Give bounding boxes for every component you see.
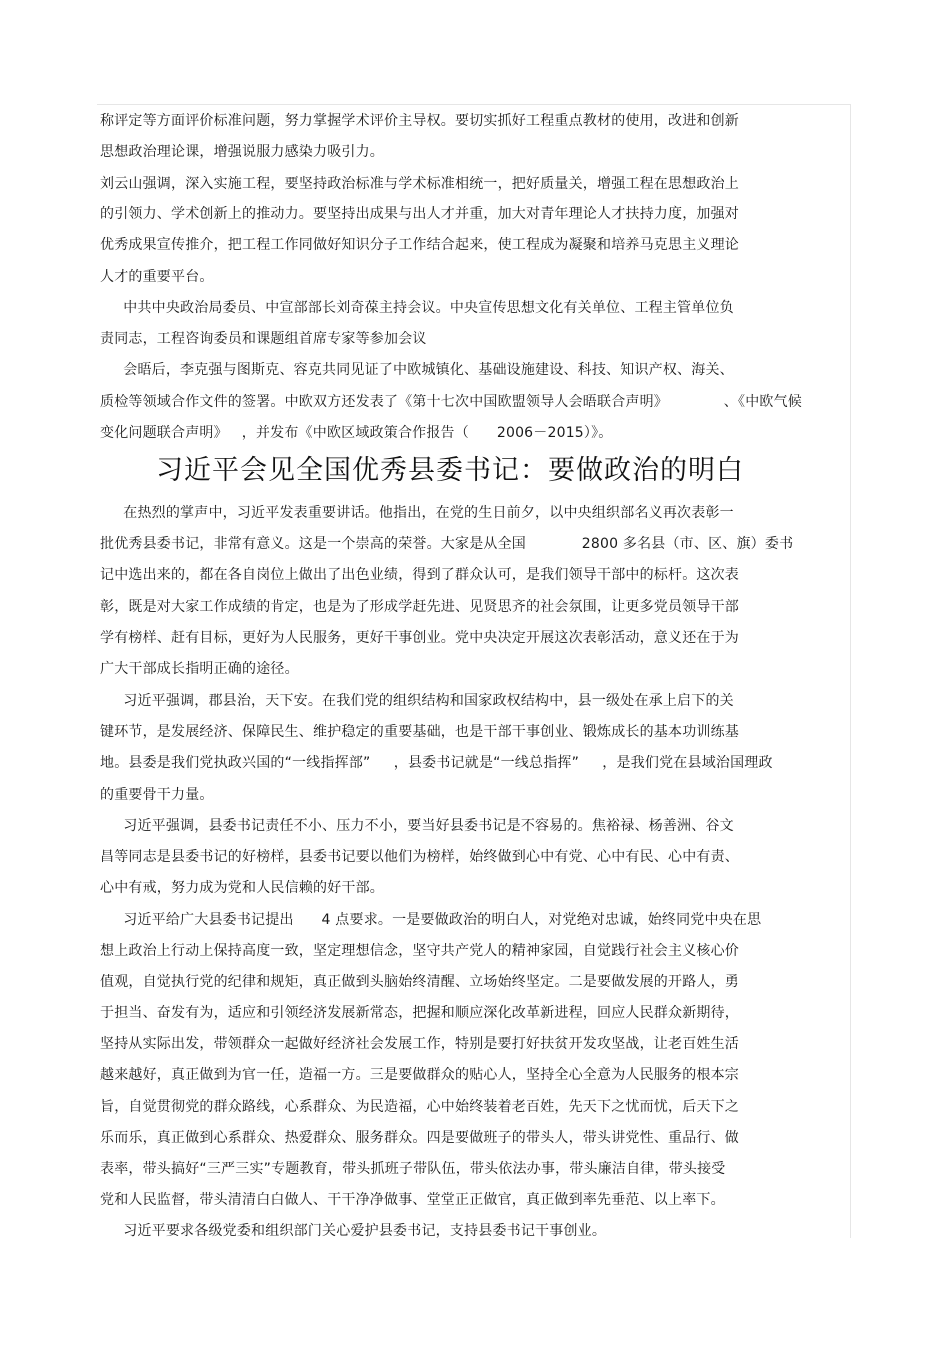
text-line: 于担当、奋发有为，适应和引领经济发展新常态，把握和顺应深化改革新进程，回应人民群众新期待， xyxy=(100,1005,739,1021)
text-line: 会晤后，李克强与图斯克、容克共同见证了中欧城镇化、基础设施建设、科技、知识产权、海关、 xyxy=(100,362,734,378)
article-headline: 习近平会见全国优秀县委书记：要做政治的明白 xyxy=(156,455,744,486)
text-line: 习近平给广大县委书记提出 4 点要求。一是要做政治的明白人，对党绝对忠诚，始终同党中央在思 xyxy=(100,912,762,928)
text-line: 彰，既是对大家工作成绩的肯定，也是为了形成学赶先进、见贤思齐的社会氛围，让更多党员领导干部 xyxy=(100,599,739,615)
text-line: 党和人民监督，带头清清白白做人、干干净净做事、堂堂正正做官，真正做到率先垂范、以上率下。 xyxy=(100,1192,725,1208)
text-line: 表率，带头搞好“三严三实”专题教育，带头抓班子带队伍，带头依法办事，带头廉洁自律，带头接受 xyxy=(100,1161,726,1177)
text-line: 思想政治理论课，增强说服力感染力吸引力。 xyxy=(100,144,384,160)
text-line: 的引领力、学术创新上的推动力。要坚持出成果与出人才并重，加大对青年理论人才扶持力度，加强对 xyxy=(100,206,739,222)
text-line: 习近平强调，县委书记责任不小、压力不小，要当好县委书记是不容易的。焦裕禄、杨善洲、谷文 xyxy=(100,818,734,834)
text-line: 昌等同志是县委书记的好榜样，县委书记要以他们为榜样，始终做到心中有党、心中有民、心中有责、 xyxy=(100,849,739,865)
text-line: 旨，自觉贯彻党的群众路线，心系群众、为民造福，心中始终装着老百姓，先天下之忧而忧，后天下之 xyxy=(100,1099,739,1115)
text-line: 学有榜样、赶有目标，更好为人民服务，更好干事创业。党中央决定开展这次表彰活动，意义还在于为 xyxy=(100,630,739,646)
text-line: 习近平要求各级党委和组织部门关心爱护县委书记，支持县委书记干事创业。 xyxy=(100,1223,607,1239)
text-line: 刘云山强调，深入实施工程，要坚持政治标准与学术标准相统一，把好质量关，增强工程在思想政治上 xyxy=(100,176,739,192)
text-line: 地。县委是我们党执政兴国的“一线指挥部” ，县委书记就是“一线总指挥” ，是我们党在县域治国理政 xyxy=(100,755,773,771)
text-line: 广大干部成长指明正确的途径。 xyxy=(100,661,299,677)
text-line: 称评定等方面评价标准问题，努力掌握学术评价主导权。要切实抓好工程重点教材的使用，改进和创新 xyxy=(100,113,739,129)
text-line: 批优秀县委书记，非常有意义。这是一个崇高的荣誉。大家是从全国 2800 多名县（市、区、旗）委书 xyxy=(100,536,794,552)
text-line: 优秀成果宣传推介，把工程工作同做好知识分子工作结合起来，使工程成为凝聚和培养马克思主义理论 xyxy=(100,237,739,253)
text-line: 在热烈的掌声中，习近平发表重要讲话。他指出，在党的生日前夕，以中央组织部名义再次表彰一 xyxy=(100,505,734,521)
text-line: 变化问题联合声明》 ，并发布《中欧区域政策合作报告（ 2006－2015）》。 xyxy=(100,425,613,441)
text-line: 坚持从实际出发，带领群众一起做好经济社会发展工作，特别是要打好扶贫开发攻坚战，让老百姓生活 xyxy=(100,1036,739,1052)
text-line: 乐而乐，真正做到心系群众、热爱群众、服务群众。四是要做班子的带头人，带头讲党性、重品行、做 xyxy=(100,1130,739,1146)
text-line: 键环节，是发展经济、保障民生、维护稳定的重要基础，也是干部干事创业、锻炼成长的基本功训练基 xyxy=(100,724,739,740)
text-line: 越来越好，真正做到为官一任，造福一方。三是要做群众的贴心人，坚持全心全意为人民服务的根本宗 xyxy=(100,1067,739,1083)
text-line: 值观，自觉执行党的纪律和规矩，真正做到头脑始终清醒、立场始终坚定。二是要做发展的开路人，勇 xyxy=(100,974,739,990)
text-line: 的重要骨干力量。 xyxy=(100,787,214,803)
text-line: 质检等领域合作文件的签署。中欧双方还发表了《第十七次中国欧盟领导人会晤联合声明》 、《中欧气候 xyxy=(100,394,802,410)
text-line: 中共中央政治局委员、中宣部部长刘奇葆主持会议。中央宣传思想文化有关单位、工程主管单位负 xyxy=(100,300,734,316)
text-line: 责同志，工程咨询委员和课题组首席专家等参加会议 xyxy=(100,331,427,347)
text-line: 想上政治上行动上保持高度一致，坚定理想信念，坚守共产党人的精神家园，自觉践行社会主义核心价 xyxy=(100,943,739,959)
text-line: 人才的重要平台。 xyxy=(100,269,214,285)
text-line: 心中有戒，努力成为党和人民信赖的好干部。 xyxy=(100,880,384,896)
text-line: 习近平强调，郡县治，天下安。在我们党的组织结构和国家政权结构中，县一级处在承上启下的关 xyxy=(100,693,734,709)
text-line: 记中选出来的，都在各自岗位上做出了出色业绩，得到了群众认可，是我们领导干部中的标杆。这次表 xyxy=(100,567,739,583)
